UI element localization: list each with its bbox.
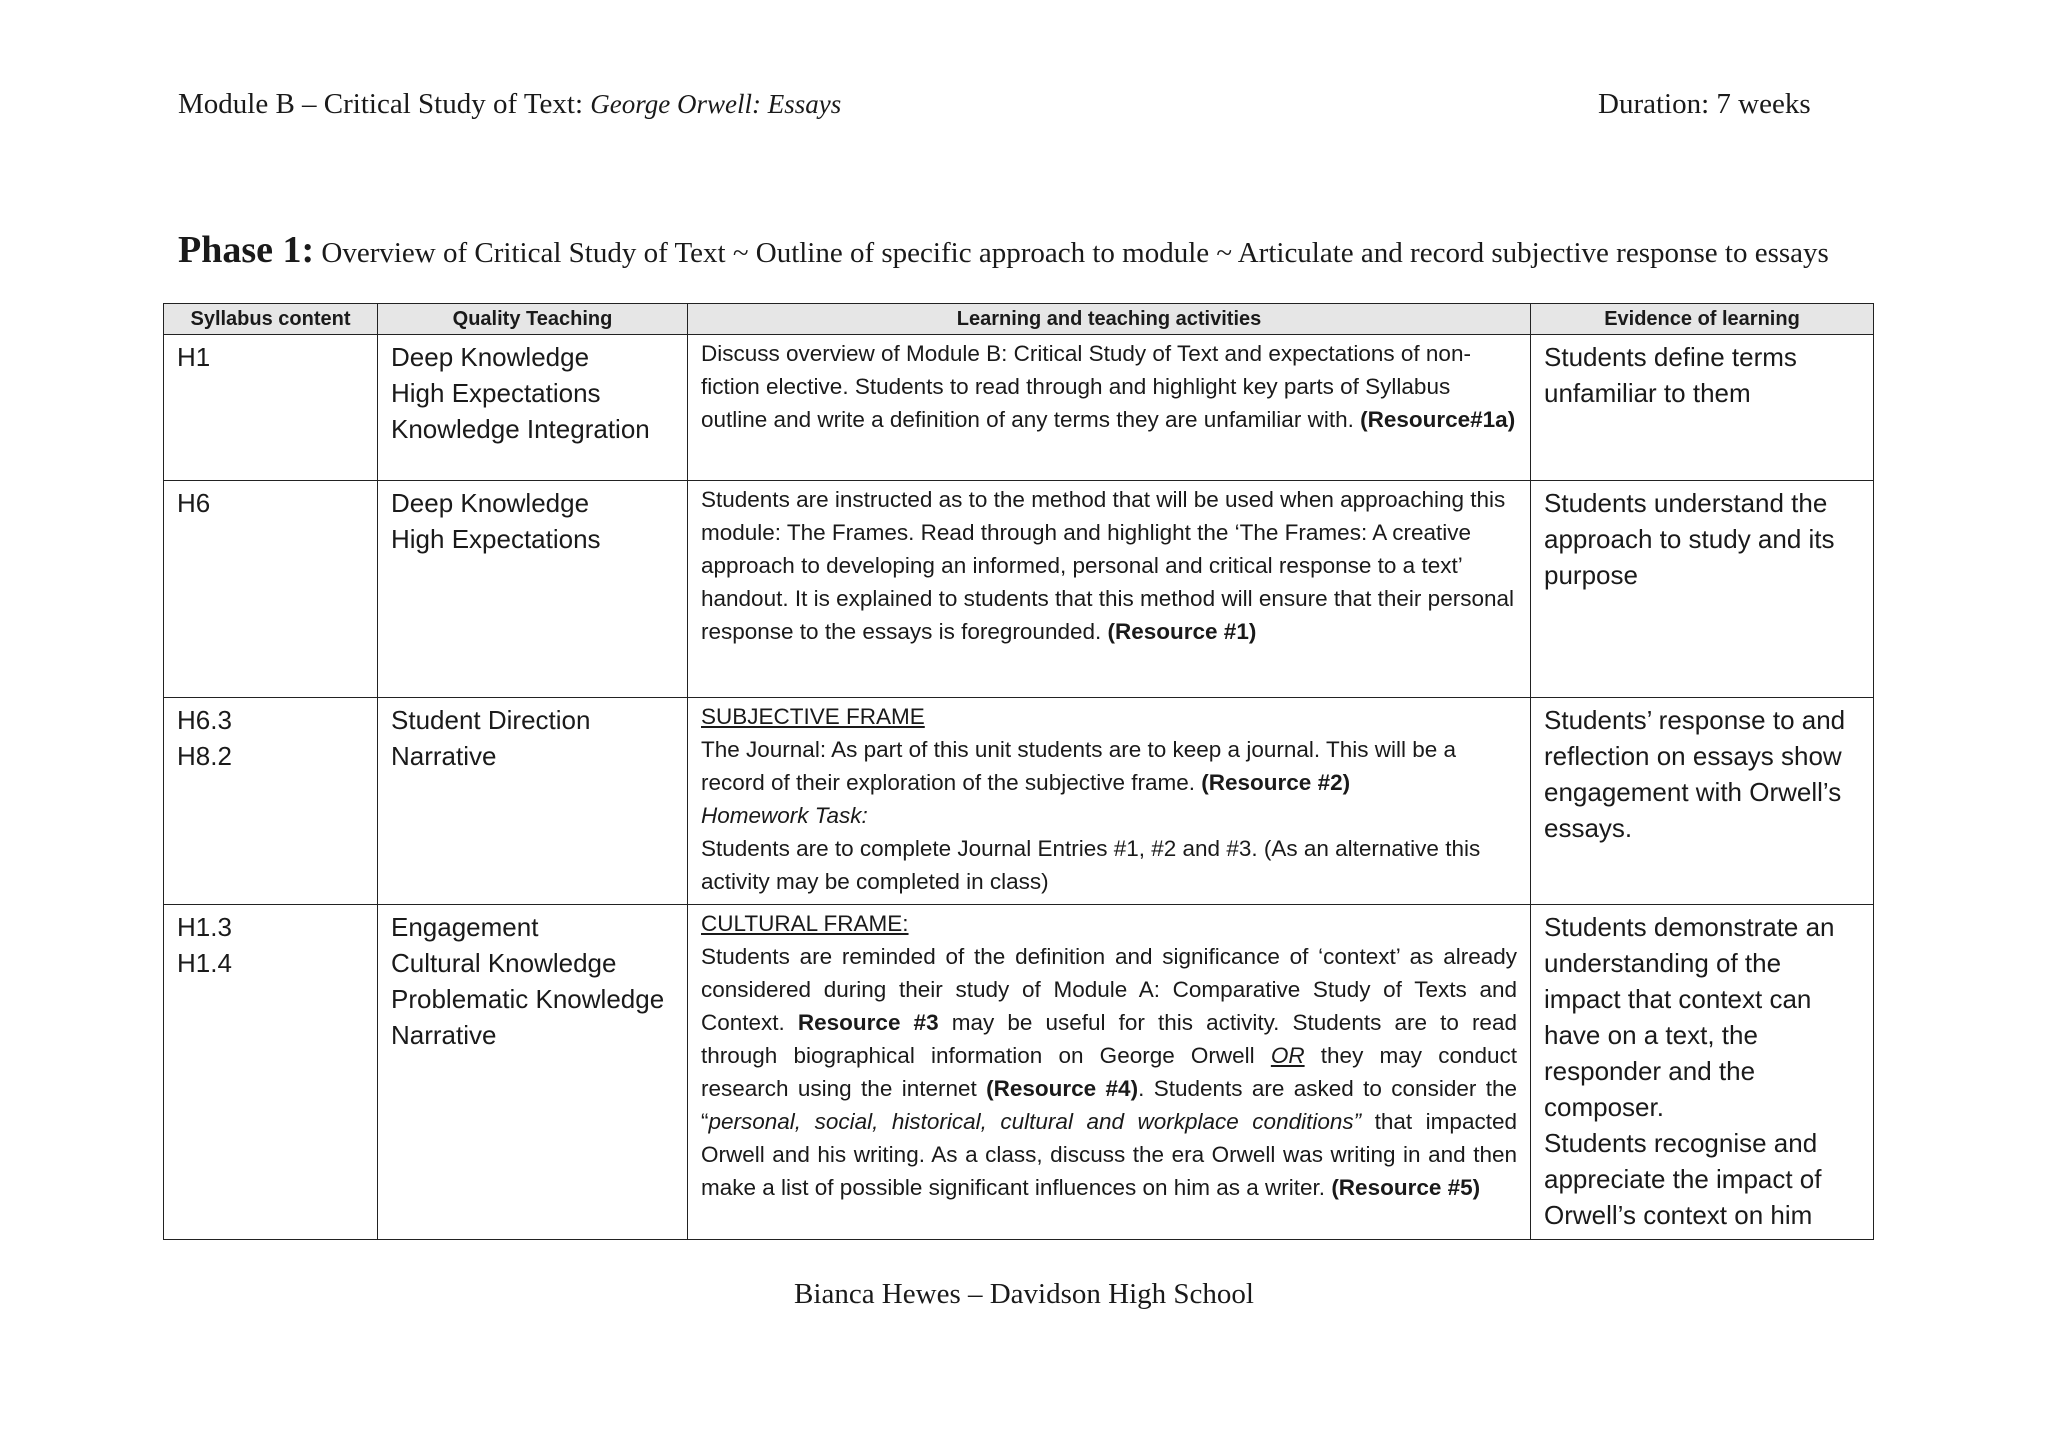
resource-ref: (Resource #4) — [986, 1076, 1139, 1101]
frame-heading: CULTURAL FRAME: — [701, 911, 909, 936]
footer-author: Bianca Hewes – Davidson High School — [794, 1278, 1254, 1310]
activity-quote: personal, social, historical, cultural and workplace conditions” — [708, 1109, 1362, 1134]
col-header-evidence: Evidence of learning — [1531, 304, 1874, 335]
syllabus-code: H1.3 — [177, 912, 232, 942]
resource-ref: (Resource#1a) — [1360, 407, 1516, 432]
activity-text: may be useful for this activity. Students are to read through biographical information on George Orwell — [701, 1010, 1517, 1068]
quality-cell — [378, 905, 688, 1240]
evidence-item: Students recognise and appreciate the impact of Orwell’s context on him — [1544, 1128, 1822, 1230]
table-row — [164, 481, 1874, 698]
syllabus-cell — [164, 481, 378, 698]
duration-label: Duration: 7 weeks — [1598, 88, 1811, 120]
activity-text: they may conduct research using the internet — [701, 1043, 1517, 1101]
module-header — [178, 88, 841, 121]
evidence-cell: Students’ response to and reflection on essays show engagement with Orwell’s essays. — [1531, 698, 1874, 905]
resource-ref: (Resource #2) — [1201, 770, 1351, 795]
activity-cell — [688, 905, 1531, 1240]
resource-ref: (Resource #1) — [1107, 619, 1257, 644]
syllabus-code: H1.4 — [177, 948, 232, 978]
quality-item: Student Direction — [391, 705, 591, 735]
quality-cell — [378, 481, 688, 698]
quality-item: High Expectations — [391, 378, 601, 408]
or-emphasis: OR — [1270, 1043, 1305, 1068]
phase-heading — [178, 228, 1829, 272]
activity-text: Discuss overview of Module B: Critical Study of Text and expectations of non-fiction elective. Students to read through and highlight key parts of Syllabus outline and write a definition of any terms they are unfamiliar with. — [701, 341, 1471, 432]
activity-text: . Students are asked to consider the “ — [701, 1076, 1517, 1134]
syllabus-cell — [164, 698, 378, 905]
frame-heading: SUBJECTIVE FRAME — [701, 704, 925, 729]
table-row — [164, 905, 1874, 1240]
activity-text: that impacted Orwell and his writing. As a class, discuss the era Orwell was writing in and then make a list of possible significant influences on him as a writer. — [701, 1109, 1517, 1200]
activity-text: Students are reminded of the definition and significance of ‘context’ as already considered during their study of Module A: Comparative Study of Texts and Context. — [701, 944, 1517, 1035]
activity-cell — [688, 335, 1531, 481]
syllabus-cell — [164, 335, 378, 481]
col-header-activities: Learning and teaching activities — [688, 304, 1531, 335]
syllabus-cell — [164, 905, 378, 1240]
quality-item: High Expectations — [391, 524, 601, 554]
activity-cell — [688, 481, 1531, 698]
activity-cell — [688, 698, 1531, 905]
resource-ref: (Resource #5) — [1331, 1175, 1481, 1200]
evidence-cell: Students define terms unfamiliar to them — [1531, 335, 1874, 481]
quality-item: Narrative — [391, 741, 497, 771]
syllabus-code: H6.3 — [177, 705, 232, 735]
module-title: Module B – Critical Study of Text: — [178, 88, 584, 120]
activity-text: The Journal: As part of this unit students are to keep a journal. This will be a record of their exploration of the subjective frame. — [701, 737, 1457, 795]
table-header-row — [164, 304, 1874, 335]
text-title: George Orwell: Essays — [590, 89, 842, 119]
quality-cell — [378, 698, 688, 905]
evidence-cell — [1531, 905, 1874, 1240]
quality-item: Problematic Knowledge — [391, 984, 665, 1014]
evidence-item: Students demonstrate an understanding of the impact that context can have on a text, the responder and the composer. — [1544, 912, 1835, 1122]
syllabus-code: H8.2 — [177, 741, 232, 771]
table-row — [164, 698, 1874, 905]
phase-label: Phase 1: — [178, 229, 315, 271]
syllabus-code: H6 — [177, 488, 211, 518]
syllabus-code: H1 — [177, 342, 211, 372]
quality-item: Narrative — [391, 1020, 497, 1050]
quality-item: Deep Knowledge — [391, 488, 590, 518]
homework-label: Homework Task: — [701, 803, 868, 828]
col-header-syllabus: Syllabus content — [164, 304, 378, 335]
col-header-quality: Quality Teaching — [378, 304, 688, 335]
quality-item: Engagement — [391, 912, 539, 942]
quality-cell — [378, 335, 688, 481]
resource-ref: Resource #3 — [797, 1010, 939, 1035]
quality-item: Cultural Knowledge — [391, 948, 617, 978]
phase-description: Overview of Critical Study of Text ~ Outline of specific approach to module ~ Articulate and record subjective response to essays — [321, 237, 1829, 269]
evidence-cell: Students understand the approach to study and its purpose — [1531, 481, 1874, 698]
teaching-plan-table — [163, 303, 1874, 1240]
quality-item: Deep Knowledge — [391, 342, 590, 372]
table-row — [164, 335, 1874, 481]
homework-text: Students are to complete Journal Entries #1, #2 and #3. (As an alternative this activity may be completed in class) — [701, 836, 1481, 894]
activity-text: Students are instructed as to the method that will be used when approaching this module: The Frames. Read through and highlight the ‘The Frames: A creative approach to developing an informed, personal and critical response to a text’ handout. It is explained to students that this method will ensure that their personal response to the essays is foregrounded. — [701, 487, 1514, 644]
quality-item: Knowledge Integration — [391, 414, 650, 444]
